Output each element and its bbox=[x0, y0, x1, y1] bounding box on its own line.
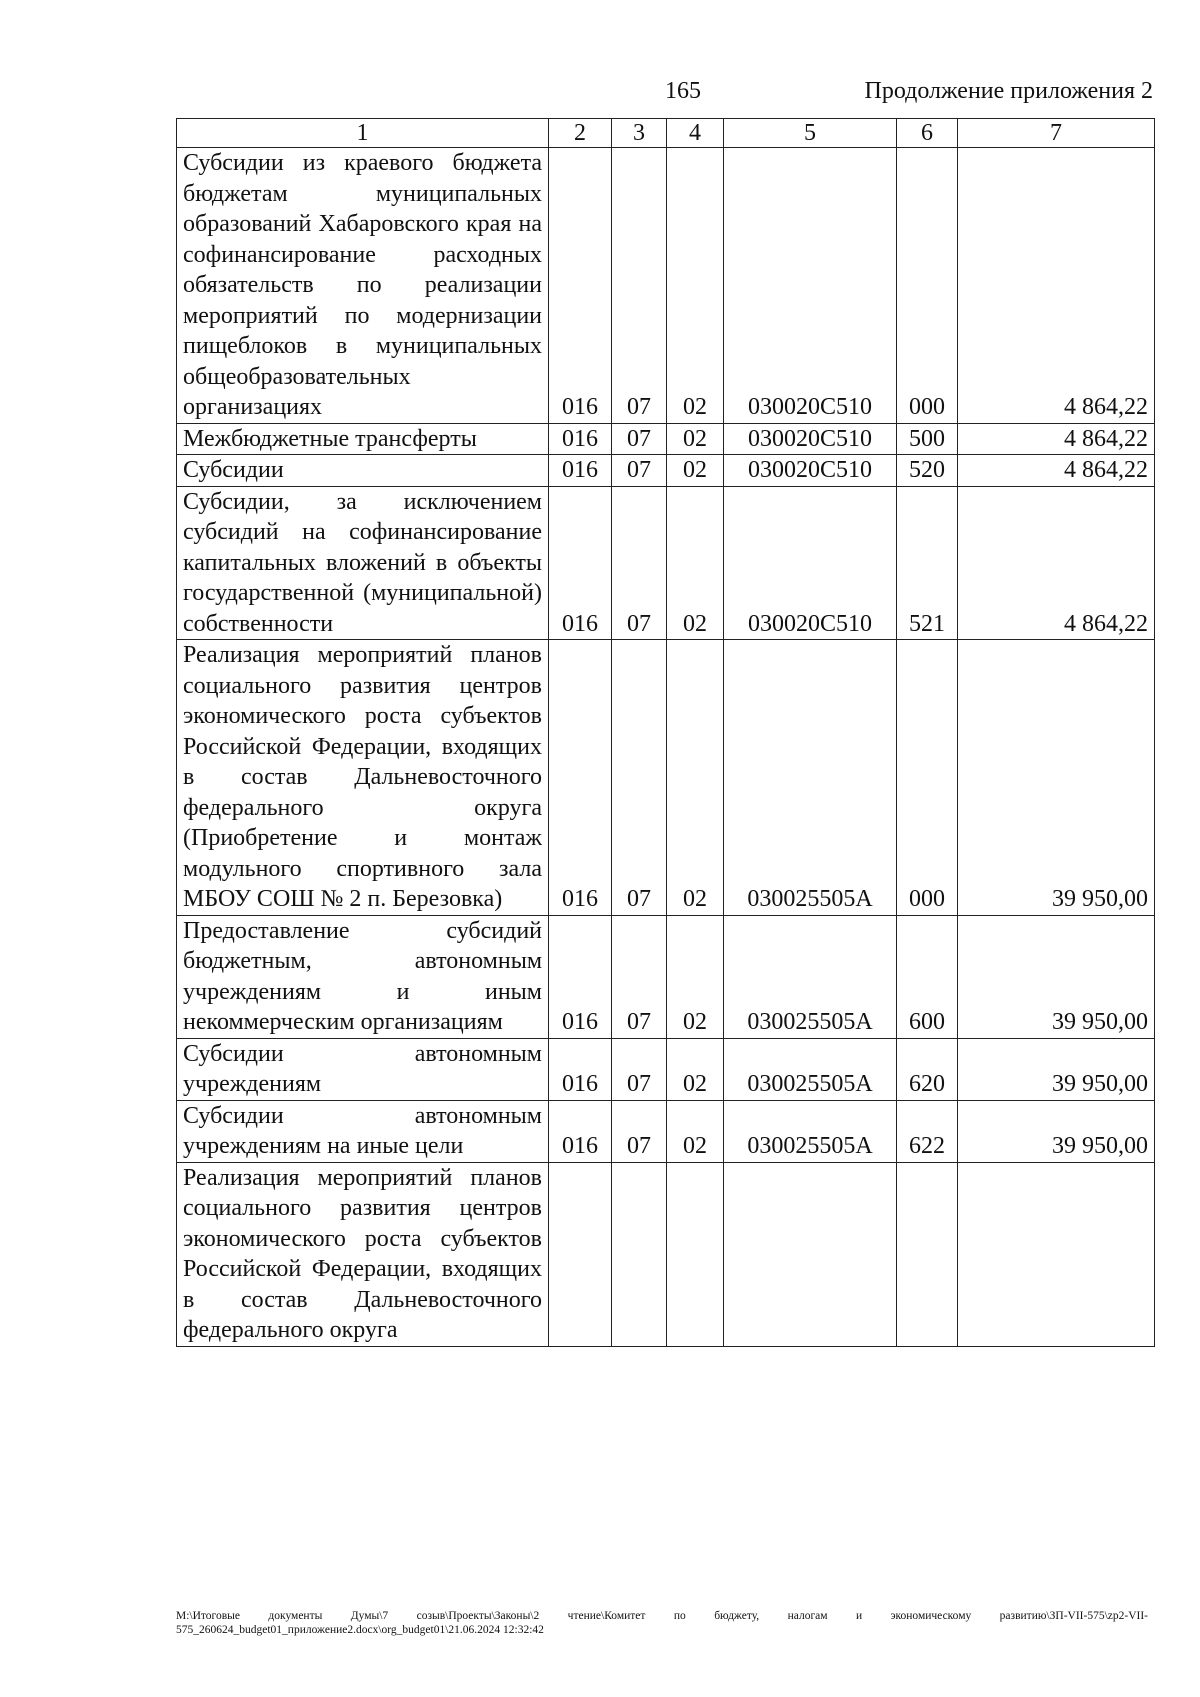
table-row bbox=[177, 455, 1155, 487]
row-description: Субсидии автономным учреждениям на иные цели bbox=[177, 1100, 549, 1162]
row-amount: 4 864,22 bbox=[958, 148, 1155, 424]
row-code-3: 07 bbox=[612, 640, 667, 916]
row-code-2: 016 bbox=[549, 423, 612, 455]
row-amount: 4 864,22 bbox=[958, 486, 1155, 640]
row-code-5: 030020С510 bbox=[724, 455, 897, 487]
row-description: Субсидии из краевого бюджета бюджетам муниципальных образований Хабаровского края на софинансирование расходных обязательств по реализации мероприятий по модернизации пищеблоков в муниципальных общеобразовательных организациях bbox=[177, 148, 549, 424]
row-code-5: 030025505А bbox=[724, 915, 897, 1038]
row-code-6: 622 bbox=[897, 1100, 958, 1162]
row-code-3: 07 bbox=[612, 455, 667, 487]
row-amount bbox=[958, 1162, 1155, 1346]
row-code-3 bbox=[612, 1162, 667, 1346]
row-code-4: 02 bbox=[667, 423, 724, 455]
row-code-4: 02 bbox=[667, 915, 724, 1038]
row-code-6: 000 bbox=[897, 148, 958, 424]
row-code-2: 016 bbox=[549, 1038, 612, 1100]
row-amount: 39 950,00 bbox=[958, 1038, 1155, 1100]
row-description: Реализация мероприятий планов социального развития центров экономического роста субъектов Российской Федерации, входящих в состав Дальневосточного федерального округа (Приобретение и монтаж модульного спортивного зала МБОУ СОШ № 2 п. Березовка) bbox=[177, 640, 549, 916]
row-code-4: 02 bbox=[667, 640, 724, 916]
footer-file-path: М:\Итоговые документы Думы\7 созыв\Проекты\Законы\2 чтение\Комитет по бюджету, налогам и экономическому развитию\ЗП-VII-575\zp2-VII-575_260624_budget01_приложение2.docx\org_budget01\21.06.2024 12:32:42 bbox=[176, 1610, 1148, 1636]
row-code-3: 07 bbox=[612, 915, 667, 1038]
row-code-4: 02 bbox=[667, 1100, 724, 1162]
row-code-2: 016 bbox=[549, 915, 612, 1038]
row-code-4: 02 bbox=[667, 1038, 724, 1100]
row-description: Субсидии автономным учреждениям bbox=[177, 1038, 549, 1100]
row-code-6: 000 bbox=[897, 640, 958, 916]
column-header: 4 bbox=[667, 119, 724, 148]
row-amount: 39 950,00 bbox=[958, 640, 1155, 916]
table-row bbox=[177, 148, 1155, 424]
row-code-2: 016 bbox=[549, 455, 612, 487]
row-code-4 bbox=[667, 1162, 724, 1346]
column-header: 1 bbox=[177, 119, 549, 148]
row-description: Предоставление субсидий бюджетным, автономным учреждениям и иным некоммерческим организациям bbox=[177, 915, 549, 1038]
column-header: 7 bbox=[958, 119, 1155, 148]
row-code-2: 016 bbox=[549, 640, 612, 916]
budget-table bbox=[176, 118, 1155, 1347]
page-number: 165 bbox=[665, 78, 701, 104]
row-code-6: 521 bbox=[897, 486, 958, 640]
row-code-2: 016 bbox=[549, 486, 612, 640]
continuation-label: Продолжение приложения 2 bbox=[864, 78, 1153, 104]
row-amount: 4 864,22 bbox=[958, 423, 1155, 455]
column-header: 3 bbox=[612, 119, 667, 148]
row-code-6: 620 bbox=[897, 1038, 958, 1100]
column-header: 2 bbox=[549, 119, 612, 148]
row-description: Субсидии, за исключением субсидий на софинансирование капитальных вложений в объекты государственной (муниципальной) собственности bbox=[177, 486, 549, 640]
row-description: Субсидии bbox=[177, 455, 549, 487]
row-code-3: 07 bbox=[612, 148, 667, 424]
row-description: Реализация мероприятий планов социального развития центров экономического роста субъектов Российской Федерации, входящих в состав Дальневосточного федерального округа bbox=[177, 1162, 549, 1346]
table-row bbox=[177, 915, 1155, 1038]
row-code-6: 500 bbox=[897, 423, 958, 455]
row-code-4: 02 bbox=[667, 486, 724, 640]
row-code-3: 07 bbox=[612, 423, 667, 455]
row-code-5: 030020С510 bbox=[724, 148, 897, 424]
column-header: 6 bbox=[897, 119, 958, 148]
row-code-6 bbox=[897, 1162, 958, 1346]
row-code-2: 016 bbox=[549, 1100, 612, 1162]
row-code-5: 030020С510 bbox=[724, 423, 897, 455]
table-row bbox=[177, 1100, 1155, 1162]
row-description: Межбюджетные трансферты bbox=[177, 423, 549, 455]
row-code-6: 520 bbox=[897, 455, 958, 487]
row-code-5 bbox=[724, 1162, 897, 1346]
row-code-4: 02 bbox=[667, 148, 724, 424]
row-code-3: 07 bbox=[612, 486, 667, 640]
row-code-6: 600 bbox=[897, 915, 958, 1038]
row-code-3: 07 bbox=[612, 1038, 667, 1100]
row-code-5: 030025505А bbox=[724, 1100, 897, 1162]
row-code-2 bbox=[549, 1162, 612, 1346]
row-amount: 39 950,00 bbox=[958, 1100, 1155, 1162]
table-row bbox=[177, 1162, 1155, 1346]
row-amount: 4 864,22 bbox=[958, 455, 1155, 487]
row-amount: 39 950,00 bbox=[958, 915, 1155, 1038]
table-header-row bbox=[177, 119, 1155, 148]
row-code-2: 016 bbox=[549, 148, 612, 424]
row-code-4: 02 bbox=[667, 455, 724, 487]
table-row bbox=[177, 486, 1155, 640]
table-row bbox=[177, 423, 1155, 455]
row-code-5: 030025505А bbox=[724, 640, 897, 916]
row-code-5: 030025505А bbox=[724, 1038, 897, 1100]
column-header: 5 bbox=[724, 119, 897, 148]
table-row bbox=[177, 640, 1155, 916]
row-code-3: 07 bbox=[612, 1100, 667, 1162]
row-code-5: 030020С510 bbox=[724, 486, 897, 640]
table-row bbox=[177, 1038, 1155, 1100]
